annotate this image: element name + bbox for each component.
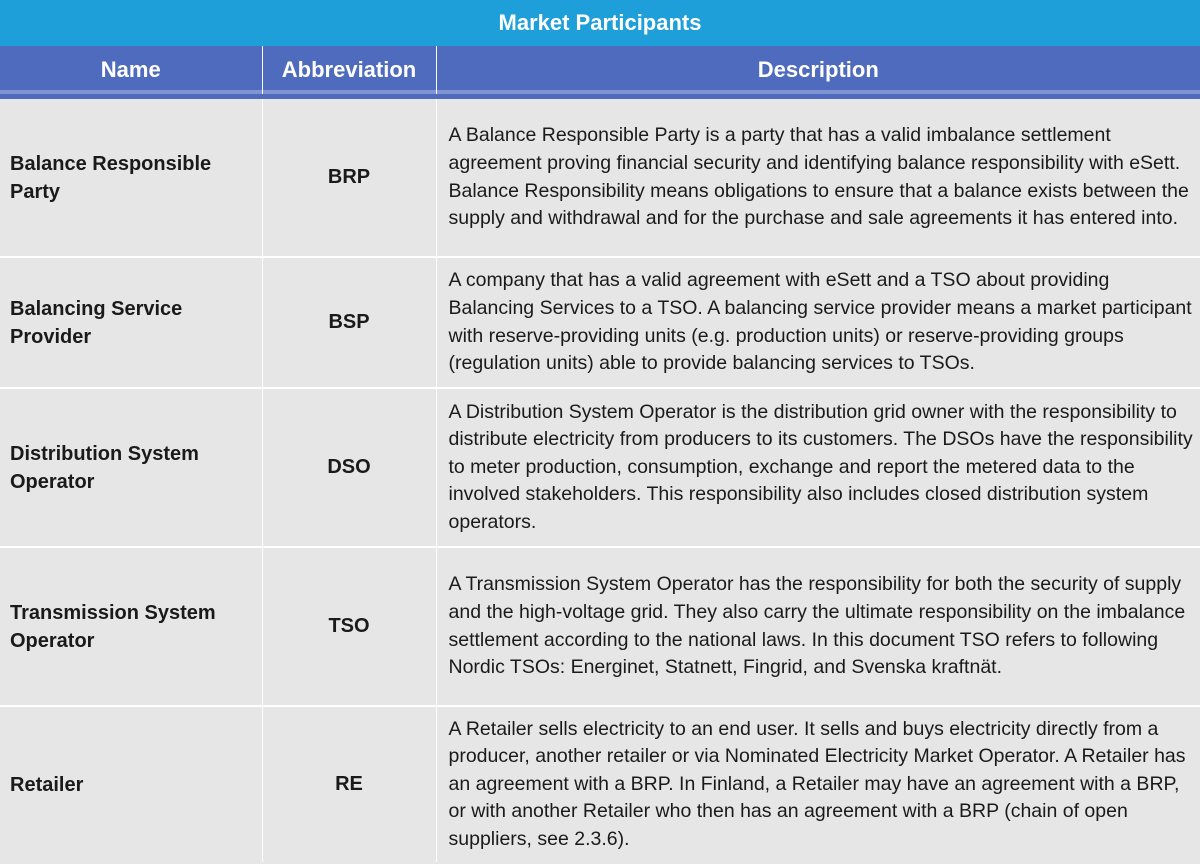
cell-description: A Retailer sells electricity to an end user. It sells and buys electricity directly from a producer, another retailer or via Nominated Electricity Market Operator. A Retailer has an agreement with a BRP. In Finland, a Retailer may have an agreement with a BRP, or with another Retailer who then has an agreement with a BRP (chain of open suppliers, see 2.3.6). [436,706,1200,862]
table-row [0,257,1200,388]
column-header-abbreviation: Abbreviation [262,46,436,97]
cell-abbreviation: BSP [262,257,436,388]
table-title: Market Participants [0,0,1200,46]
column-header-name: Name [0,46,262,97]
cell-abbreviation: BRP [262,97,436,258]
header-row [0,46,1200,97]
cell-name: Balance Responsible Party [0,97,262,258]
table-row [0,97,1200,258]
table-row [0,706,1200,862]
cell-name: Retailer [0,706,262,862]
cell-name: Transmission System Operator [0,547,262,706]
cell-abbreviation: RE [262,706,436,862]
table-row [0,388,1200,547]
cell-description: A Distribution System Operator is the distribution grid owner with the responsibility to distribute electricity from producers to its customers. The DSOs have the responsibility to meter production, consumption, exchange and report the metered data to the involved stakeholders. This responsibility also includes closed distribution system operators. [436,388,1200,547]
cell-description: A Transmission System Operator has the responsibility for both the security of supply and the high-voltage grid. They also carry the ultimate responsibility on the imbalance settlement according to the national laws. In this document TSO refers to following Nordic TSOs: Energinet, Statnett, Fingrid, and Svenska kraftnät. [436,547,1200,706]
column-header-description: Description [436,46,1200,97]
cell-abbreviation: TSO [262,547,436,706]
market-participants-table [0,46,1200,862]
cell-abbreviation: DSO [262,388,436,547]
cell-name: Balancing Service Provider [0,257,262,388]
cell-description: A Balance Responsible Party is a party that has a valid imbalance settlement agreement proving financial security and identifying balance responsibility with eSett. Balance Responsibility means obligations to ensure that a balance exists between the supply and withdrawal and for the purchase and sale agreements it has entered into. [436,97,1200,258]
table-row [0,547,1200,706]
cell-name: Distribution System Operator [0,388,262,547]
cell-description: A company that has a valid agreement with eSett and a TSO about providing Balancing Services to a TSO. A balancing service provider means a market participant with reserve-providing units (e.g. production units) or reserve-providing groups (regulation units) able to provide balancing services to TSOs. [436,257,1200,388]
